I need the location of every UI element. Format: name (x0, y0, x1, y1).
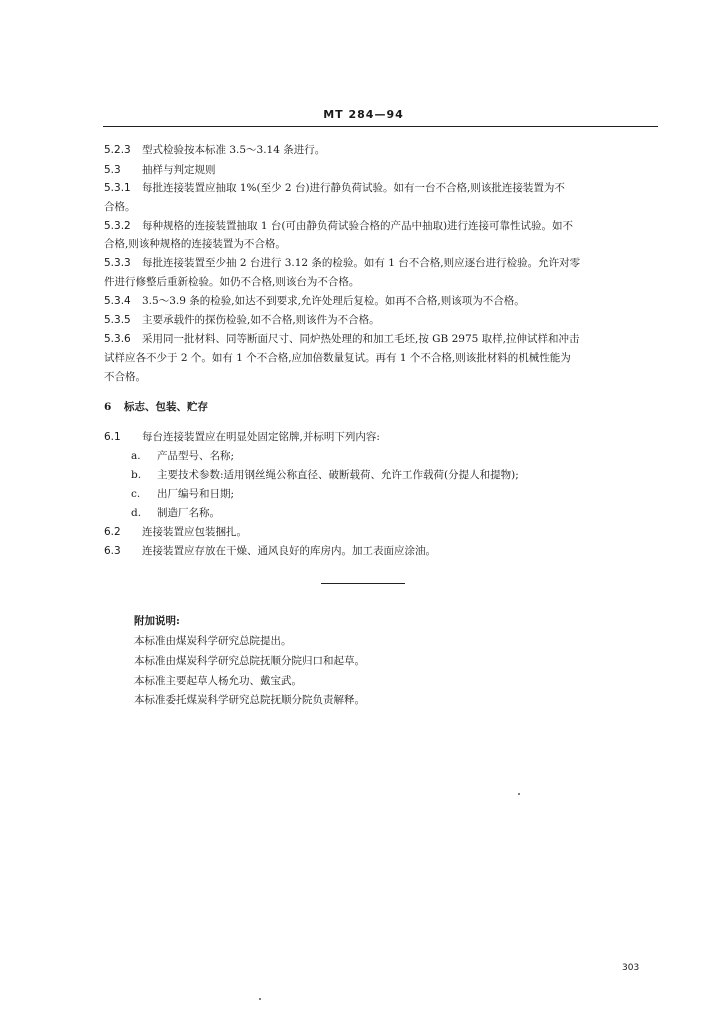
clause-5-3-6-cont-2: 不合格。 (104, 371, 146, 383)
scan-speck (518, 793, 520, 795)
clause-6-1: 6.1 每台连接装置应在明显处固定铭牌,并标明下列内容: (104, 431, 380, 443)
clause-5-2-3: 5.2.3 型式检验按本标准 3.5～3.14 条进行。 (104, 144, 326, 156)
note-line: 本标准委托煤炭科学研究总院抚顺分院负责解释。 (134, 694, 365, 706)
clause-5-3-2: 5.3.2 每种规格的连接装置抽取 1 台(可由静负荷试验合格的产品中抽取)进行连接可靠性试验。如不 (104, 220, 574, 232)
clause-5-3-4: 5.3.4 3.5～3.9 条的检验,如达不到要求,允许处理后复检。如再不合格,则该项为不合格。 (104, 295, 525, 307)
clause-6-3: 6.3 连接装置应存放在干燥、通风良好的库房内。加工表面应涂油。 (104, 545, 436, 557)
end-rule (321, 583, 405, 584)
note-line: 本标准由煤炭科学研究总院抚顺分院归口和起草。 (134, 655, 365, 667)
clause-5-3-5: 5.3.5 主要承载件的探伤检验,如不合格,则该件为不合格。 (104, 314, 380, 326)
clause-6-2: 6.2 连接装置应包装捆扎。 (104, 526, 247, 538)
list-item: b. 主要技术参数:适用钢丝绳公称直径、破断载荷、允许工作载荷(分提人和提物); (131, 469, 519, 481)
note-line: 本标准由煤炭科学研究总院提出。 (134, 635, 292, 647)
clause-5-3-1-cont: 合格。 (104, 201, 136, 213)
clause-5-3-3-cont: 件进行修整后重新检验。如仍不合格,则该台为不合格。 (104, 276, 360, 288)
list-item: c. 出厂编号和日期; (131, 488, 235, 500)
list-item: d. 制造厂名称。 (131, 507, 220, 519)
section-6-heading: 6 标志、包装、贮存 (104, 401, 208, 413)
clause-5-3-3: 5.3.3 每批连接装置至少抽 2 台进行 3.12 条的检验。如有 1 台不合格,则应逐台进行检验。允许对零 (104, 257, 581, 269)
note-line: 本标准主要起草人杨允功、戴宝武。 (134, 675, 302, 687)
scan-speck (259, 998, 261, 1000)
page-number: 303 (622, 963, 640, 973)
clause-5-3: 5.3 抽样与判定规则 (104, 164, 216, 176)
header-rule (103, 126, 658, 127)
standard-code-header: MT 284—94 (323, 108, 404, 121)
clause-5-3-6: 5.3.6 采用同一批材料、同等断面尺寸、同炉热处理的和加工毛坯,按 GB 2975 取样,拉伸试样和冲击 (104, 333, 580, 345)
clause-5-3-1: 5.3.1 每批连接装置应抽取 1%(至少 2 台)进行静负荷试验。如有一台不合格,则该批连接装置为不 (104, 182, 565, 194)
clause-5-3-2-cont: 合格,则该种规格的连接装置为不合格。 (104, 238, 286, 250)
clause-5-3-6-cont-1: 试样应各不少于 2 个。如有 1 个不合格,应加倍数量复试。再有 1 个不合格,则该批材料的机械性能为 (104, 352, 571, 364)
list-item: a. 产品型号、名称; (131, 450, 235, 462)
notes-title: 附加说明: (134, 615, 180, 627)
